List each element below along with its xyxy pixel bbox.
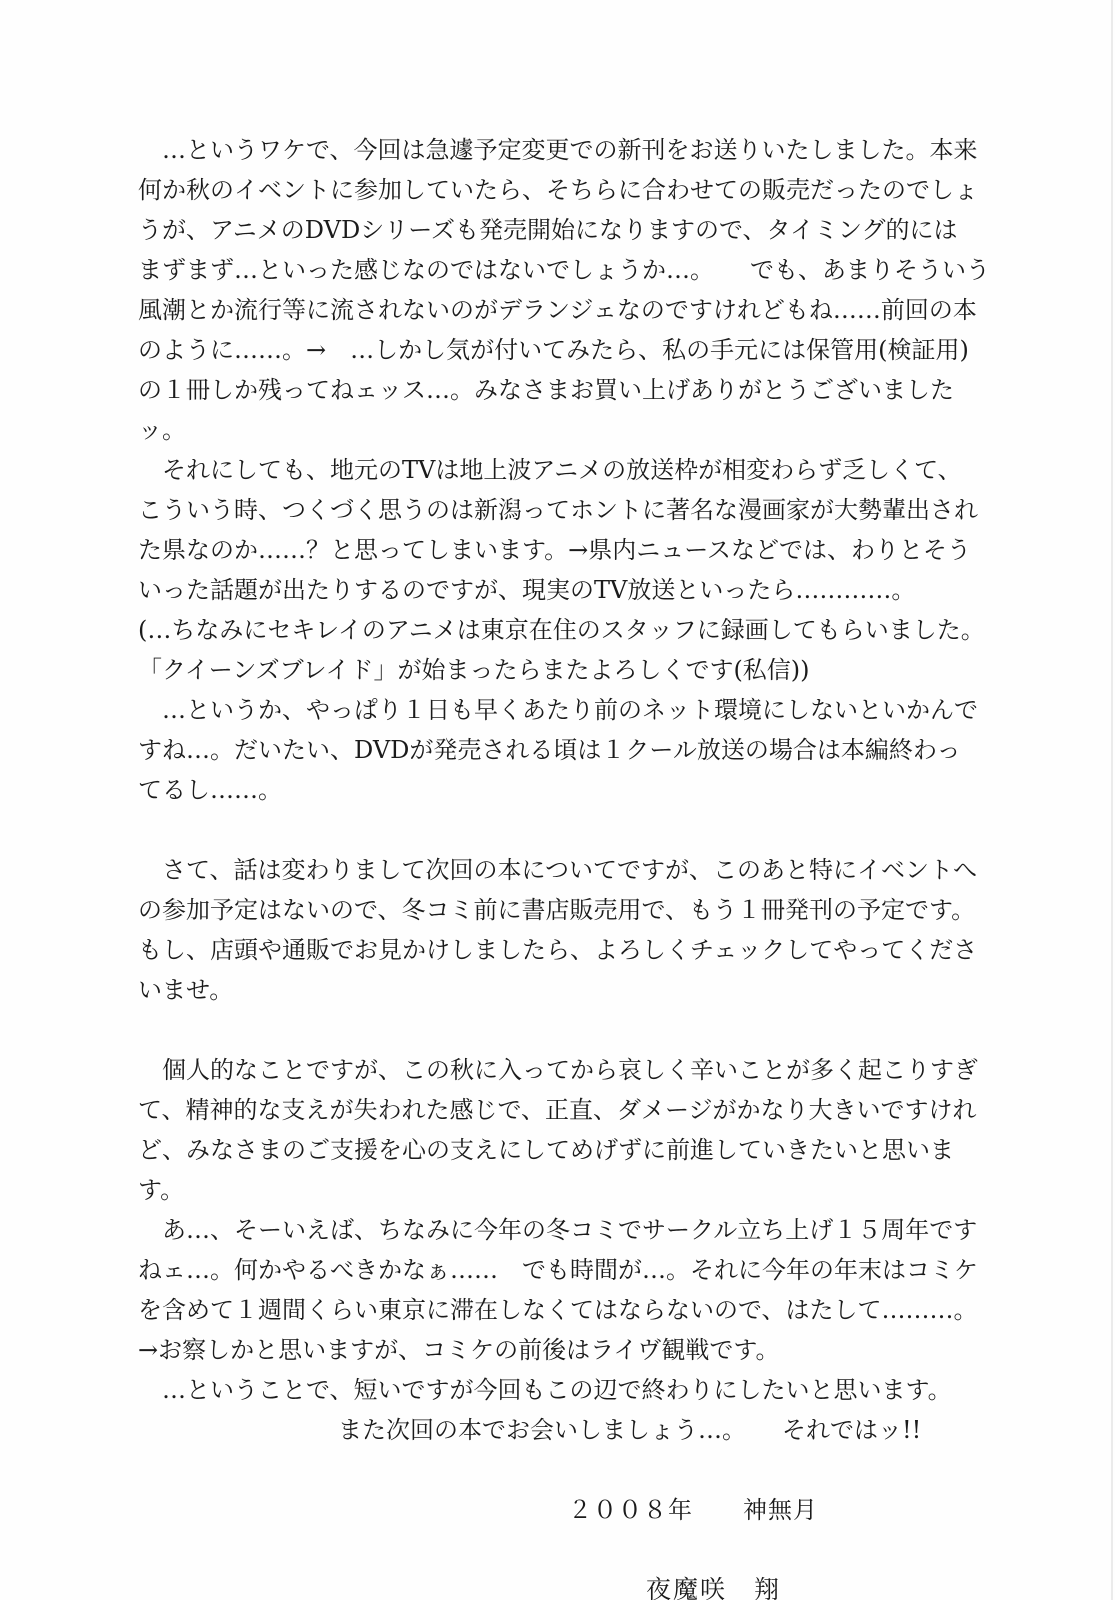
- text-line: を含めて１週間くらい東京に滞在しなくてはならないので、はたして………。: [138, 1296, 978, 1324]
- text-line: すね…。だいたい、DVDが発売される頃は１クール放送の場合は本編終わっ: [138, 736, 961, 764]
- text-line: …ということで、短いですが今回もこの辺で終わりにしたいと思います。: [138, 1376, 952, 1404]
- text-line: こういう時、つくづく思うのは新潟ってホントに著名な漫画家が大勢輩出され: [138, 496, 978, 524]
- text-line: …というか、やっぱり１日も早くあたり前のネット環境にしないといかんで: [138, 696, 978, 724]
- afterword-text-block: [138, 130, 998, 1600]
- closing-line: また次回の本でお会いしましょう…。 それではッ!!: [338, 1416, 922, 1444]
- text-line: 風潮とか流行等に流されないのがデランジェなのですけれどもね……前回の本: [138, 296, 977, 324]
- text-line: あ…、そーいえば、ちなみに今年の冬コミでサークル立ち上げ１５周年です: [138, 1216, 978, 1244]
- text-line: 何か秋のイベントに参加していたら、そちらに合わせての販売だったのでしょ: [138, 176, 978, 204]
- text-line: ねェ…。何かやるべきかなぁ…… でも時間が…。それに今年の年末はコミケ: [138, 1256, 978, 1284]
- text-line: それにしても、地元のTVは地上波アニメの放送枠が相変わらず乏しくて、: [138, 456, 962, 484]
- blank-line: [138, 810, 998, 850]
- author-signature: 夜魔咲 翔: [646, 1575, 782, 1600]
- blank-line: [138, 1010, 998, 1050]
- text-line: いませ。: [138, 976, 234, 1004]
- text-line: てるし……。: [138, 776, 282, 804]
- text-line: の１冊しか残ってねェッス…。みなさまお買い上げありがとうございましたッ。: [138, 376, 954, 444]
- text-line: ど、みなさまのご支援を心の支えにしてめげずに前進していきたいと思います。: [138, 1136, 954, 1204]
- text-line: た県なのか……？と思ってしまいます。→県内ニュースなどでは、わりとそう: [138, 536, 971, 564]
- date-line: ２００８年 神無月: [568, 1496, 818, 1524]
- scan-edge-line: [1111, 0, 1113, 1600]
- blank-line: [138, 1450, 998, 1490]
- text-line: さて、話は変わりまして次回の本についてですが、このあと特にイベントへ: [138, 856, 978, 884]
- text-line: まずまず…といった感じなのではないでしょうか…。 でも、あまりそういう: [138, 256, 990, 284]
- text-line: のように……。→ …しかし気が付いてみたら、私の手元には保管用(検証用): [138, 336, 969, 364]
- blank-line: [138, 1530, 998, 1570]
- text-line: もし、店頭や通販でお見かけしましたら、よろしくチェックしてやってくださ: [138, 936, 978, 964]
- text-line: うが、アニメのDVDシリーズも発売開始になりますので、タイミング的には: [138, 216, 958, 244]
- text-line: 個人的なことですが、この秋に入ってから哀しく辛いことが多く起こりすぎ: [138, 1056, 978, 1084]
- text-line: …というワケで、今回は急遽予定変更での新刊をお送りいたしました。本来: [138, 136, 978, 164]
- text-line: 「クイーンズブレイド」が始まったらまたよろしくです(私信)): [138, 656, 810, 684]
- text-line: て、精神的な支えが失われた感じで、正直、ダメージがかなり大きいですけれ: [138, 1096, 977, 1124]
- text-line: (…ちなみにセキレイのアニメは東京在住のスタッフに録画してもらいました。: [138, 616, 985, 644]
- text-line: いった話題が出たりするのですが、現実のTV放送といったら…………。: [138, 576, 916, 604]
- text-line: →お察しかと思いますが、コミケの前後はライヴ観戦です。: [138, 1336, 780, 1364]
- text-line: の参加予定はないので、冬コミ前に書店販売用で、もう１冊発刊の予定です。: [138, 896, 976, 924]
